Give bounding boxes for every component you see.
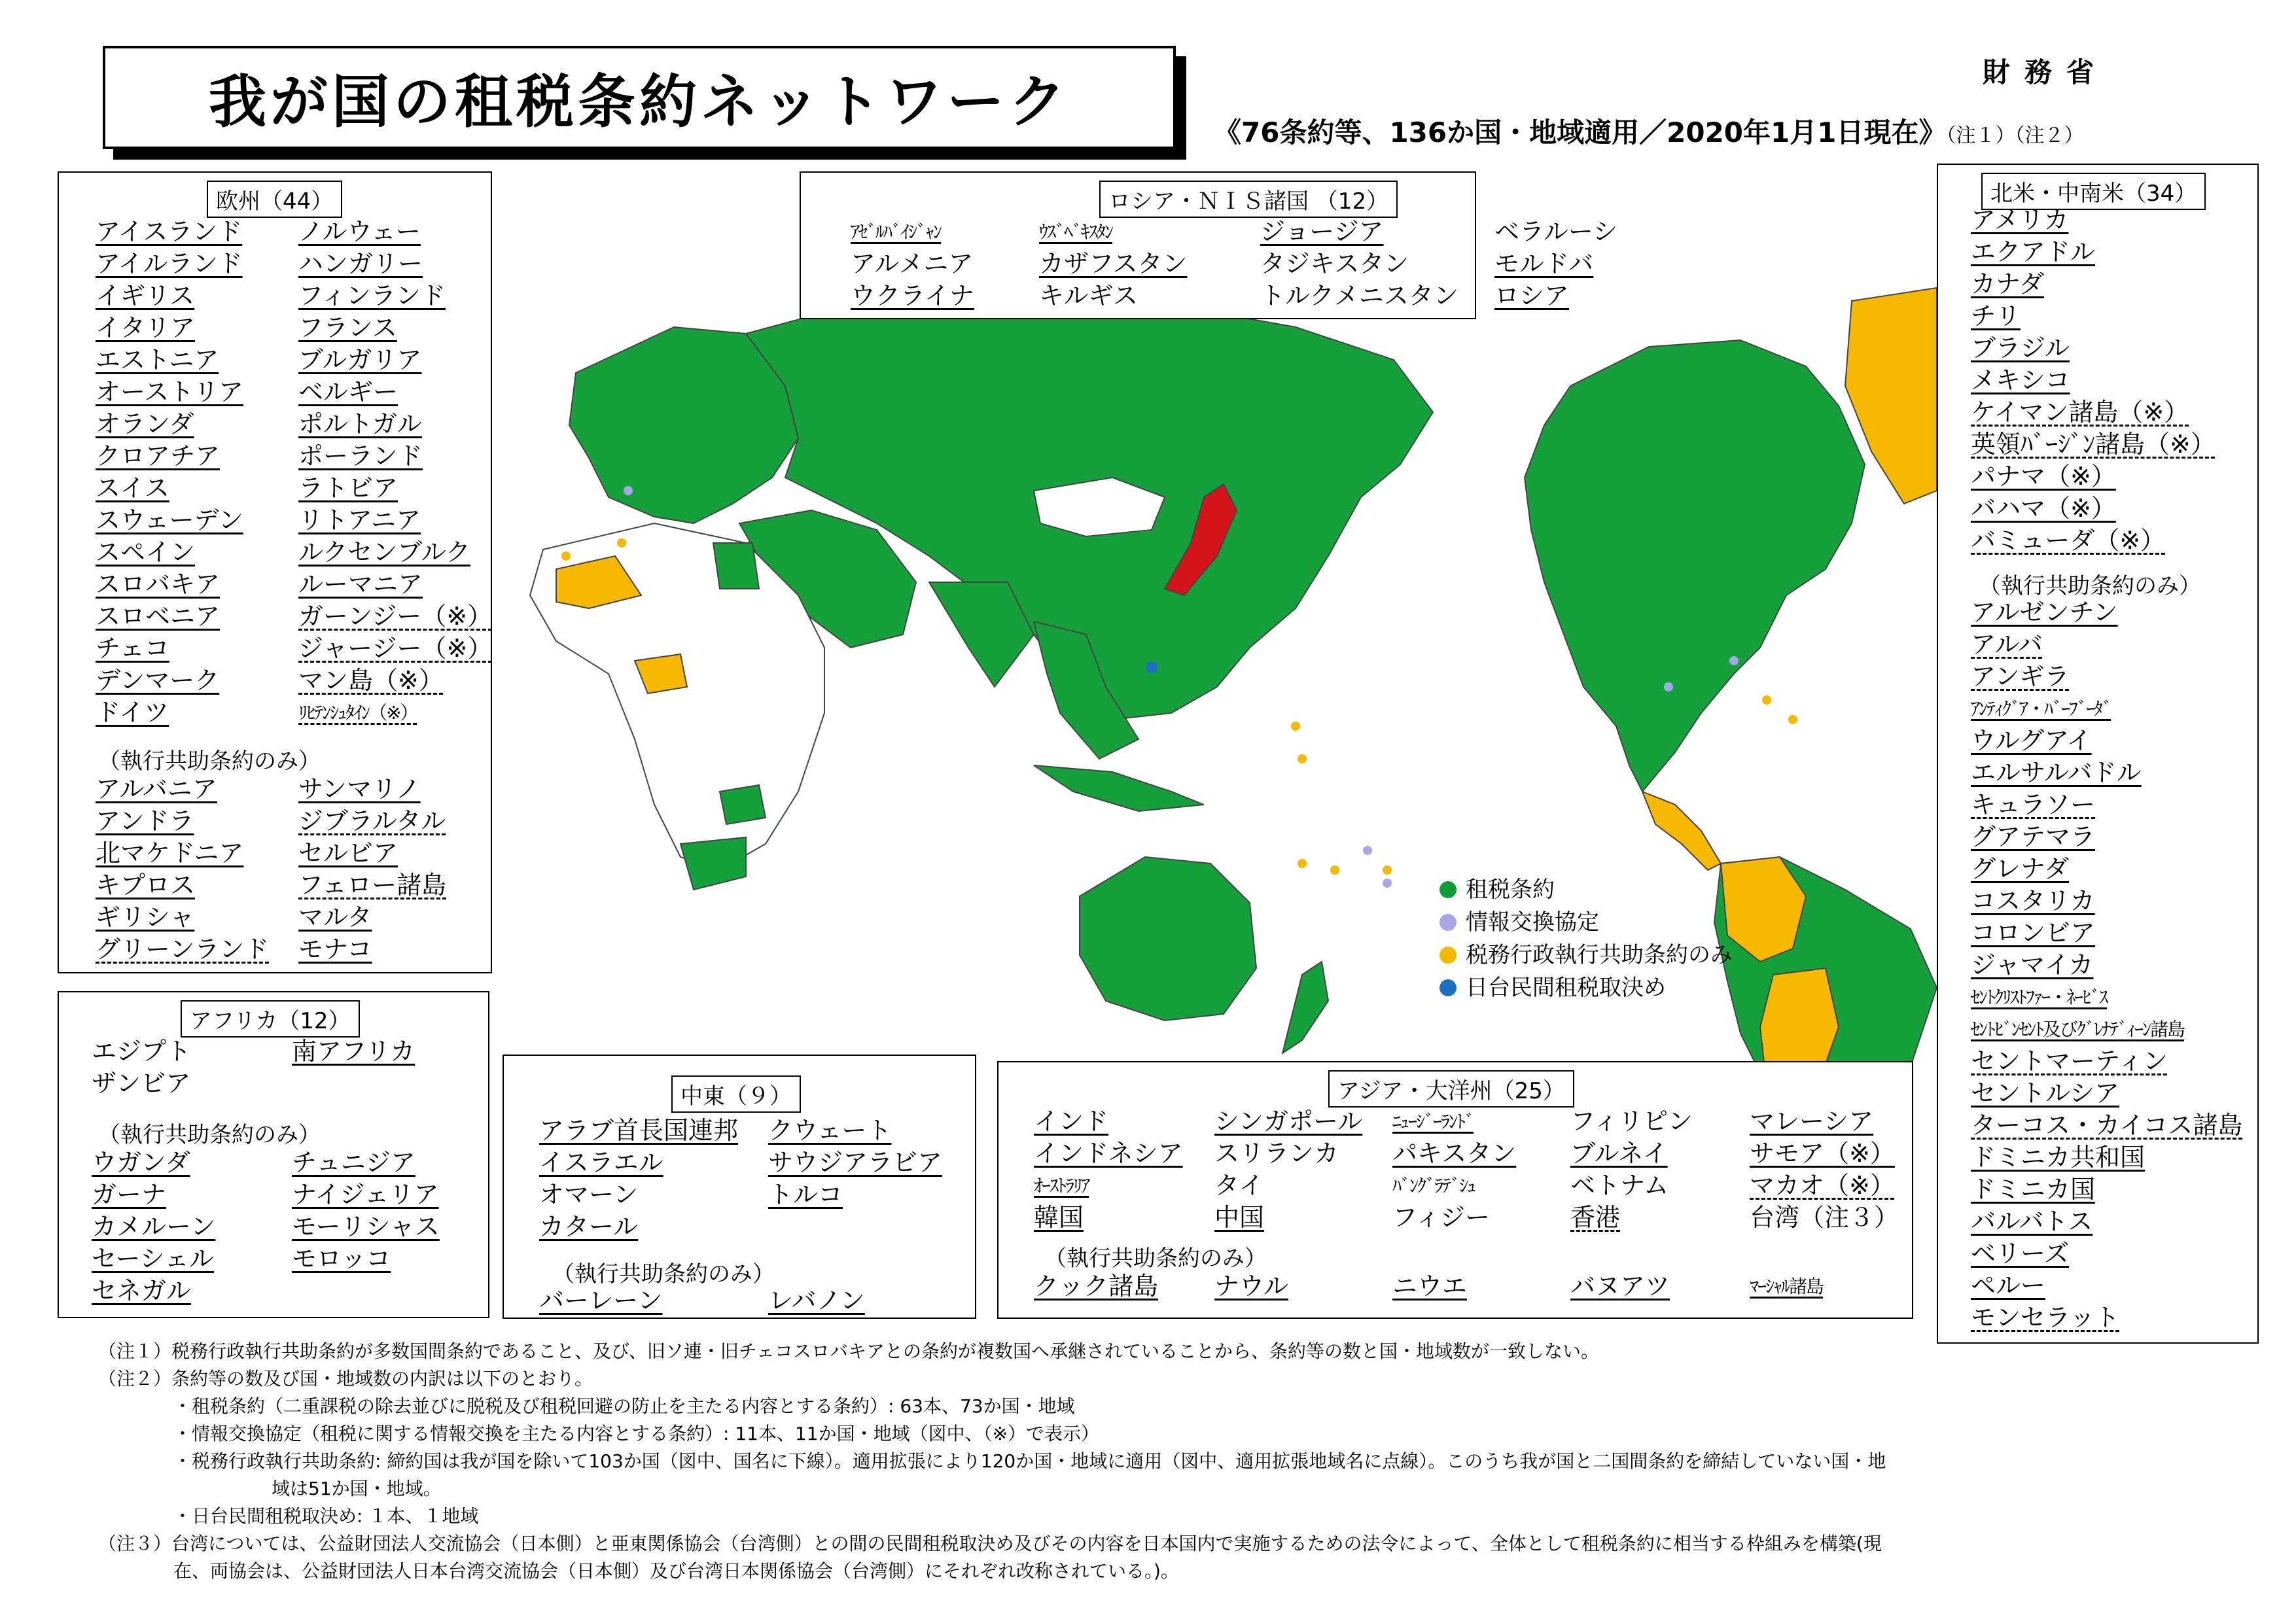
middle-east-sub-label: （執行共助条約のみ） xyxy=(552,1261,775,1287)
asia-sub-4 xyxy=(1570,1270,1670,1302)
russia-nis-header: ロシア・ＮＩＳ諸国 （12） xyxy=(1099,181,1398,218)
russia-col4 xyxy=(1494,216,1617,312)
subtitle xyxy=(1214,111,2083,150)
americas-sub-label: （執行共助条約のみ） xyxy=(1979,573,2201,599)
country-item: モルドバ xyxy=(1494,249,1594,278)
country-item: カザフスタン xyxy=(1039,249,1188,278)
country-item: エルサルバドル xyxy=(1971,758,2142,787)
country-item: アイルランド xyxy=(96,249,243,278)
country-item: アルメニア xyxy=(851,249,974,278)
country-item: アルバ xyxy=(1971,630,2043,659)
country-item: ポーランド xyxy=(298,442,423,470)
note-2-item: ・税務行政執行共助条約: 締約国は我が国を除いて103か国（図中、国名に下線）。適用拡張により120か国・地域に適用（図中、適用拡張地域名に点線）。このうち我が国と二国間条約を締結していない国・地 xyxy=(173,1450,1886,1472)
country-item: スペイン xyxy=(96,538,196,567)
country-item: アンギラ xyxy=(1971,662,2070,691)
note-1: （注１）税務行政執行共助条約が多数国間条約であること、及び、旧ソ連・旧チェコスロバキアとの条約が複数国へ承継されていることから、条約等の数と国・地域数が一致しない。 xyxy=(98,1340,1600,1362)
note-3-cont: 在、両協会は、公益財団法人日本台湾交流協会（日本側）及び台湾日本関係協会（台湾側）にそれぞれ改称されている。)。 xyxy=(173,1560,1179,1582)
country-item: メキシコ xyxy=(1971,366,2070,394)
country-item: ジャマイカ xyxy=(1971,951,2094,979)
country-item: インド xyxy=(1034,1107,1109,1136)
map-legend xyxy=(1439,873,1733,1004)
note-2: （注２）条約等の数及び国・地域数の内訳は以下のとおり。 xyxy=(98,1368,593,1389)
country-item: バルバトス xyxy=(1971,1207,2093,1236)
country-item: クロアチア xyxy=(96,442,221,470)
country-item: ハンガリー xyxy=(298,249,423,278)
europe-sub-col2 xyxy=(298,773,446,966)
country-item: エジプト xyxy=(92,1037,192,1066)
country-item: アメリカ xyxy=(1971,205,2069,234)
country-item: セルビア xyxy=(298,839,398,867)
country-item: クック諸島 xyxy=(1034,1272,1159,1300)
africa-sub-col1 xyxy=(92,1147,215,1307)
country-item: ｵｰｽﾄﾗﾘｱ xyxy=(1034,1175,1089,1196)
map-new-zealand xyxy=(1282,962,1328,1053)
country-item: ﾘﾋﾃﾝｼｭﾀｲﾝ（※） xyxy=(298,702,417,724)
country-item: ドミニカ国 xyxy=(1971,1175,2096,1204)
country-item: バヌアツ xyxy=(1570,1272,1670,1300)
country-item: オマーン xyxy=(539,1180,639,1209)
asia-sub-2 xyxy=(1214,1270,1288,1302)
asia-sub-1 xyxy=(1034,1270,1158,1302)
country-item: フィリピン xyxy=(1570,1107,1693,1136)
map-caribbean-dot xyxy=(1762,695,1771,705)
country-item: バハマ（※） xyxy=(1971,494,2116,523)
country-item: アンドラ xyxy=(96,807,194,835)
asia-col5 xyxy=(1750,1106,1899,1234)
country-item: ガーンジー（※） xyxy=(298,602,493,631)
russia-col2 xyxy=(1039,216,1187,312)
country-item: 中国 xyxy=(1214,1203,1265,1232)
asia-sub-label: （執行共助条約のみ） xyxy=(1044,1246,1267,1272)
asia-sub-3 xyxy=(1392,1270,1467,1302)
russia-col3 xyxy=(1260,216,1458,312)
country-item: ブルガリア xyxy=(298,345,422,374)
country-item: セネガル xyxy=(92,1276,192,1305)
country-item: レバノン xyxy=(768,1286,865,1315)
country-item: ナイジェリア xyxy=(292,1180,439,1209)
map-pacific-dot xyxy=(1363,846,1372,855)
country-item: ジョージア xyxy=(1260,217,1384,246)
country-item: タイ xyxy=(1214,1171,1264,1200)
country-item: ジャージー（※） xyxy=(298,634,493,663)
americas-header: 北米・中南米（34） xyxy=(1981,173,2206,210)
country-item: ルクセンブルク xyxy=(298,538,470,567)
note-2-item: ・日台民間租税取決め: １本、１地域 xyxy=(173,1505,479,1527)
country-item: コスタリカ xyxy=(1971,886,2095,915)
country-item: チリ xyxy=(1971,302,2021,330)
note-3: （注３）台湾については、公益財団法人交流協会（日本側）と亜東関係協会（台湾側）との間の民間租税取決め及びその内容を日本国内で実施するための法令によって、全体として租税条約に相当する枠組みを構築(現 xyxy=(98,1533,1882,1554)
country-item: ケイマン諸島（※） xyxy=(1971,398,2189,427)
africa-sub-col2 xyxy=(292,1147,440,1275)
map-zambia xyxy=(720,785,766,824)
country-item: セントマーティン xyxy=(1971,1047,2168,1075)
map-pacific-dot xyxy=(1298,754,1307,763)
country-item: サウジアラビア xyxy=(768,1148,943,1177)
country-item: カタール xyxy=(539,1212,639,1241)
map-caribbean-dot xyxy=(1788,715,1797,724)
country-item: モンセラット xyxy=(1971,1303,2120,1332)
middle-east-sub-col2 xyxy=(768,1285,865,1317)
note-2-item: ・情報交換協定（租税に関する情報交換を主たる内容とする条約）: 11本、11か国・地域（図中、（※）で表示） xyxy=(173,1423,1100,1444)
ministry-label: 財務省 xyxy=(1983,56,2109,88)
country-item: インドネシア xyxy=(1034,1139,1183,1168)
country-item: ｱﾝﾃｨｸﾞｱ・ﾊﾞｰﾌﾞｰﾀﾞ xyxy=(1971,698,2111,720)
russia-nis-panel xyxy=(800,171,1618,319)
legend-label: 租税条約 xyxy=(1466,877,1555,903)
asia-col3 xyxy=(1392,1106,1516,1234)
map-pacific-dot xyxy=(1291,722,1300,731)
russia-col1 xyxy=(851,216,974,312)
map-pacific-dot xyxy=(1330,865,1339,875)
africa-header: アフリカ（12） xyxy=(181,1000,360,1038)
europe-panel xyxy=(58,171,492,973)
country-item: ブルネイ xyxy=(1570,1139,1668,1168)
country-item: キルギス xyxy=(1039,281,1138,310)
footnotes xyxy=(98,1338,2218,1585)
europe-sub-col1 xyxy=(96,773,269,966)
country-item: ｾﾝﾄｸﾘｽﾄﾌｧｰ・ﾈｰﾋﾞｽ xyxy=(1971,986,2108,1008)
country-item: カメルーン xyxy=(92,1212,216,1241)
country-item: グアテマラ xyxy=(1971,822,2096,851)
country-item: アルバニア xyxy=(96,775,217,803)
country-item: ドミニカ共和国 xyxy=(1971,1143,2146,1172)
country-item: バミューダ（※） xyxy=(1971,526,2166,555)
legend-item-info-exchange xyxy=(1439,906,1733,939)
legend-dot-info-exchange xyxy=(1439,914,1457,931)
country-item: ｾﾝﾄﾋﾞﾝｾﾝﾄ及びｸﾞﾚﾅﾃﾞｨｰﾝ諸島 xyxy=(1971,1019,2185,1040)
map-pacific-dot xyxy=(1383,879,1392,888)
middle-east-sub-col1 xyxy=(539,1285,662,1317)
subtitle-notes: （注１）（注２） xyxy=(1946,124,2084,147)
country-item: フェロー諸島 xyxy=(298,871,447,899)
country-item: ルーマニア xyxy=(298,570,423,599)
country-item: エクアドル xyxy=(1971,237,2096,266)
subtitle-text: 《76条約等、136か国・地域適用／2020年1月1日現在》 xyxy=(1214,116,1947,148)
europe-sub-label: （執行共助条約のみ） xyxy=(98,748,321,775)
middle-east-panel xyxy=(503,1055,976,1319)
page-title: 我が国の租税条約ネットワーク xyxy=(208,68,1070,135)
map-caribbean-dot xyxy=(1729,656,1739,665)
country-item: ウルグアイ xyxy=(1971,726,2092,755)
asia-col4 xyxy=(1570,1106,1693,1234)
map-australia xyxy=(1080,857,1256,1021)
country-item: ベリーズ xyxy=(1971,1239,2070,1268)
country-item: イタリア xyxy=(96,313,196,342)
americas-panel xyxy=(1937,164,2259,1344)
middle-east-header: 中東（９） xyxy=(671,1075,801,1113)
country-item: ペルー xyxy=(1971,1271,2046,1300)
legend-label: 情報交換協定 xyxy=(1466,909,1599,935)
asia-col2 xyxy=(1214,1106,1362,1234)
asia-pacific-panel xyxy=(997,1061,1913,1319)
country-item: フランス xyxy=(298,313,397,342)
country-item: マルタ xyxy=(298,903,372,932)
middle-east-col2 xyxy=(768,1115,942,1211)
country-item: ベルギー xyxy=(298,377,398,406)
legend-dot-japan-taiwan xyxy=(1439,979,1457,996)
country-item: チュニジア xyxy=(292,1148,415,1177)
map-europe-dot xyxy=(561,551,571,561)
country-item: フィジー xyxy=(1392,1203,1490,1232)
africa-sub-label: （執行共助条約のみ） xyxy=(98,1122,321,1148)
country-item: モーリシャス xyxy=(292,1212,440,1241)
africa-col2 xyxy=(292,1036,415,1068)
country-item: モロッコ xyxy=(292,1244,391,1273)
map-central-america xyxy=(1642,792,1721,870)
asia-pacific-header: アジア・大洋州（25） xyxy=(1328,1070,1574,1108)
legend-label: 税務行政執行共助条約のみ xyxy=(1466,942,1733,968)
country-item: エストニア xyxy=(96,345,219,374)
country-item: グリーンランド xyxy=(96,935,270,964)
country-item: 台湾（注３） xyxy=(1750,1203,1899,1232)
country-item: マン島（※） xyxy=(298,666,444,695)
country-item: ギリシャ xyxy=(96,903,195,932)
country-item: 韓国 xyxy=(1034,1203,1084,1232)
asia-sub-5 xyxy=(1750,1270,1823,1302)
country-item: トルクメニスタン xyxy=(1260,281,1458,310)
country-item: スリランカ xyxy=(1214,1139,1339,1168)
country-item: サモア（※） xyxy=(1750,1139,1895,1168)
country-item: リトアニア xyxy=(298,506,421,534)
country-item: フィンランド xyxy=(298,281,446,310)
country-item: 英領ﾊﾞｰｼﾞﾝ諸島（※） xyxy=(1971,430,2216,459)
country-item: チェコ xyxy=(96,634,169,663)
country-item: ﾊﾞﾝｸﾞﾗﾃﾞｼｭ xyxy=(1392,1175,1475,1196)
country-item: アイスランド xyxy=(96,217,243,246)
legend-item-japan-taiwan xyxy=(1439,971,1733,1004)
country-item: スロバキア xyxy=(96,570,221,599)
country-item: シンガポール xyxy=(1214,1107,1363,1136)
map-taiwan xyxy=(1146,661,1157,673)
country-item: イギリス xyxy=(96,281,195,310)
country-item: サンマリノ xyxy=(298,775,421,803)
country-item: イスラエル xyxy=(539,1148,663,1177)
map-south-africa xyxy=(680,837,746,890)
country-item: スウェーデン xyxy=(96,506,243,534)
country-item: ウクライナ xyxy=(851,281,974,310)
country-item: タジキスタン xyxy=(1260,249,1409,278)
country-item: 南アフリカ xyxy=(292,1037,415,1066)
note-2-item-cont: 域は51か国・地域。 xyxy=(272,1478,442,1499)
country-item: ラトビア xyxy=(298,474,398,502)
map-europe-dot xyxy=(617,538,626,548)
europe-col1 xyxy=(96,216,243,729)
country-item: パナマ（※） xyxy=(1971,462,2116,491)
map-pacific-dot xyxy=(1383,865,1392,875)
country-item: アルゼンチン xyxy=(1971,598,2118,627)
country-item: ニウエ xyxy=(1392,1272,1468,1300)
country-item: グレナダ xyxy=(1971,854,2070,883)
africa-col1 xyxy=(92,1036,191,1100)
legend-label: 日台民間租税取決め xyxy=(1466,975,1666,1001)
country-item: アラブ首長国連邦 xyxy=(539,1116,739,1145)
americas-col1 xyxy=(1971,204,2216,557)
note-2-item: ・租税条約（二重課税の除去並びに脱税及び租税回避の防止を主たる内容とする条約）: 63本、73か国・地域 xyxy=(173,1395,1075,1417)
map-indonesia xyxy=(1034,765,1204,811)
country-item: ﾏｰｼｬﾙ諸島 xyxy=(1750,1276,1824,1297)
europe-col2 xyxy=(298,216,492,729)
country-item: ナウル xyxy=(1214,1272,1288,1300)
asia-col1 xyxy=(1034,1106,1183,1234)
map-europe-dot xyxy=(624,486,633,495)
country-item: コロンビア xyxy=(1971,918,2096,947)
country-item: スイス xyxy=(96,474,169,502)
country-item: 香港 xyxy=(1570,1203,1621,1232)
country-item: ドイツ xyxy=(96,698,169,727)
country-item: オランダ xyxy=(96,410,194,438)
country-item: オーストリア xyxy=(96,377,244,406)
country-item: ベラルーシ xyxy=(1494,217,1618,246)
country-item: モナコ xyxy=(298,935,372,964)
americas-sub-col1 xyxy=(1971,597,2242,1334)
country-item: バーレーン xyxy=(539,1286,663,1315)
country-item: ベトナム xyxy=(1570,1171,1669,1200)
country-item: 北マケドニア xyxy=(96,839,244,867)
country-item: スロベニア xyxy=(96,602,221,631)
map-egypt xyxy=(713,543,759,589)
legend-item-treaty xyxy=(1439,873,1733,906)
map-pacific-dot xyxy=(1298,859,1307,868)
country-item: ブラジル xyxy=(1971,334,2070,362)
title-box xyxy=(103,46,1176,149)
country-item: セントルシア xyxy=(1971,1079,2120,1108)
country-item: ウガンダ xyxy=(92,1148,190,1177)
country-item: ﾆｭｰｼﾞｰﾗﾝﾄﾞ xyxy=(1392,1111,1474,1132)
map-north-america xyxy=(1525,340,1865,792)
country-item: キプロス xyxy=(96,871,196,899)
africa-panel xyxy=(58,991,489,1318)
legend-dot-treaty xyxy=(1439,881,1457,898)
middle-east-col1 xyxy=(539,1115,738,1243)
country-item: セーシェル xyxy=(92,1244,214,1273)
country-item: トルコ xyxy=(768,1180,843,1209)
country-item: ポルトガル xyxy=(298,410,422,438)
country-item: ノルウェー xyxy=(298,217,421,246)
europe-header: 欧州（44） xyxy=(207,181,342,218)
country-item: カナダ xyxy=(1971,270,2045,298)
country-item: ガーナ xyxy=(92,1180,167,1209)
country-item: マレーシア xyxy=(1750,1107,1874,1136)
legend-item-mutual-assistance xyxy=(1439,939,1733,971)
country-item: デンマーク xyxy=(96,666,220,695)
country-item: ザンビア xyxy=(92,1069,191,1098)
country-item: ロシア xyxy=(1494,281,1570,310)
country-item: ｳｽﾞﾍﾞｷｽﾀﾝ xyxy=(1039,221,1113,243)
country-item: ｱｾﾞﾙﾊﾞｲｼﾞｬﾝ xyxy=(851,221,942,243)
country-item: ジブラルタル xyxy=(298,807,446,835)
map-caribbean-dot xyxy=(1664,682,1673,691)
country-item: マカオ（※） xyxy=(1750,1171,1895,1200)
country-item: キュラソー xyxy=(1971,790,2096,819)
legend-dot-mutual-assistance xyxy=(1439,947,1457,964)
country-item: クウェート xyxy=(768,1116,892,1145)
country-item: ターコス・カイコス諸島 xyxy=(1971,1111,2243,1140)
country-item: パキスタン xyxy=(1392,1139,1517,1168)
